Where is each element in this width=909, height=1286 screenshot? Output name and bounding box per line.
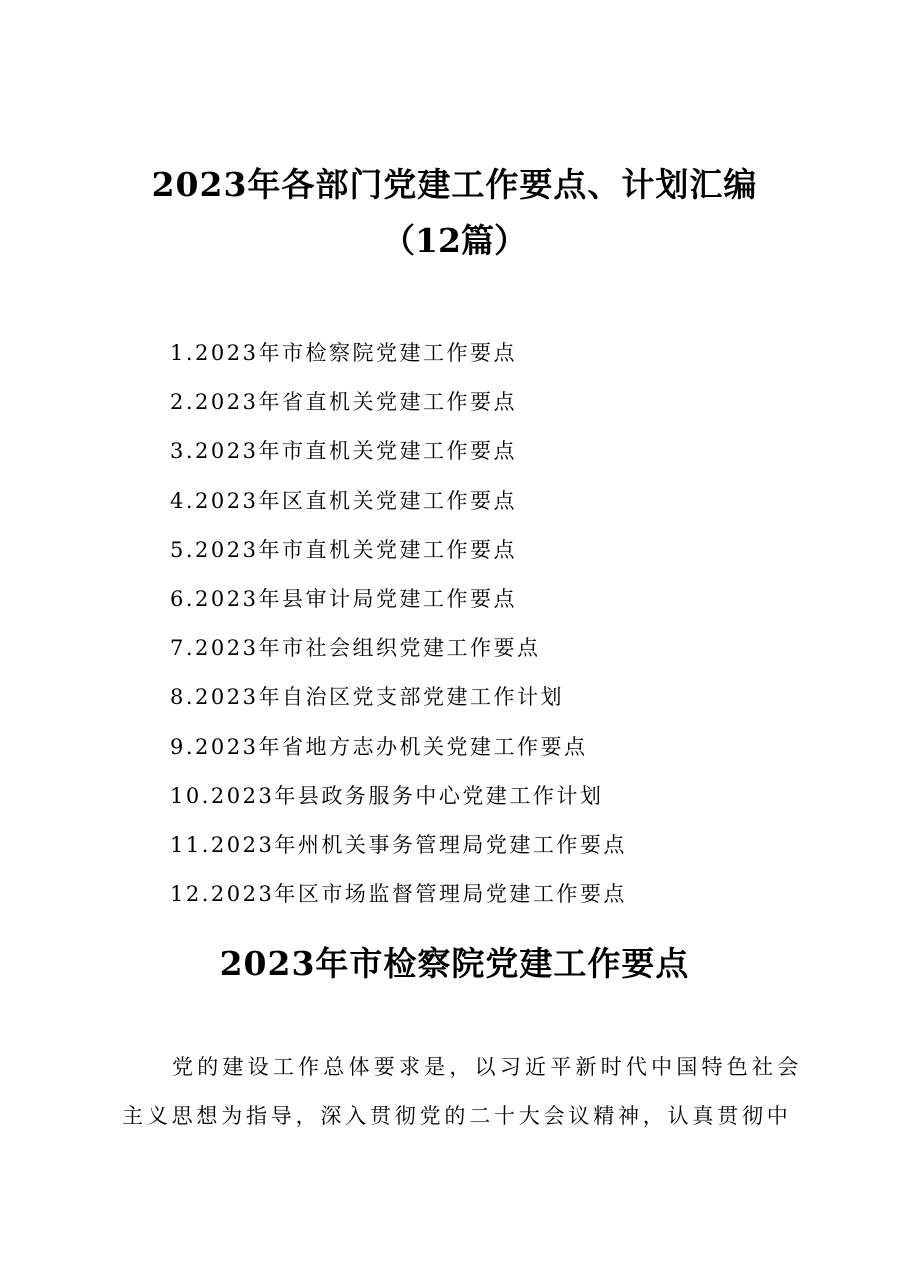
toc-item-7: 7.2023年市社会组织党建工作要点	[170, 636, 541, 661]
document-subtitle: （12篇）	[382, 221, 527, 260]
section-paragraph: 党的建设工作总体要求是，以习近平新时代中国特色社会主义思想为指导，深入贯彻党的二十大会议精神，认真贯彻中	[122, 1055, 802, 1128]
toc-item-6: 6.2023年县审计局党建工作要点	[170, 586, 517, 611]
toc-item-5: 5.2023年市直机关党建工作要点	[170, 537, 517, 562]
toc-item-9: 9.2023年省地方志办机关党建工作要点	[170, 734, 588, 759]
toc-item-11: 11.2023年州机关事务管理局党建工作要点	[170, 832, 627, 857]
section-title: 2023年市检察院党建工作要点	[219, 944, 690, 983]
toc-item-3: 3.2023年市直机关党建工作要点	[170, 439, 517, 464]
document-title: 2023年各部门党建工作要点、计划汇编	[151, 165, 758, 204]
toc-item-4: 4.2023年区直机关党建工作要点	[170, 488, 517, 513]
toc-item-10: 10.2023年县政务服务中心党建工作计划	[170, 783, 604, 808]
toc-item-8: 8.2023年自治区党支部党建工作计划	[170, 685, 564, 710]
table-of-contents	[170, 336, 627, 926]
toc-item-12: 12.2023年区市场监督管理局党建工作要点	[170, 882, 627, 907]
toc-item-1: 1.2023年市检察院党建工作要点	[170, 341, 517, 365]
toc-item-2: 2.2023年省直机关党建工作要点	[170, 390, 517, 415]
